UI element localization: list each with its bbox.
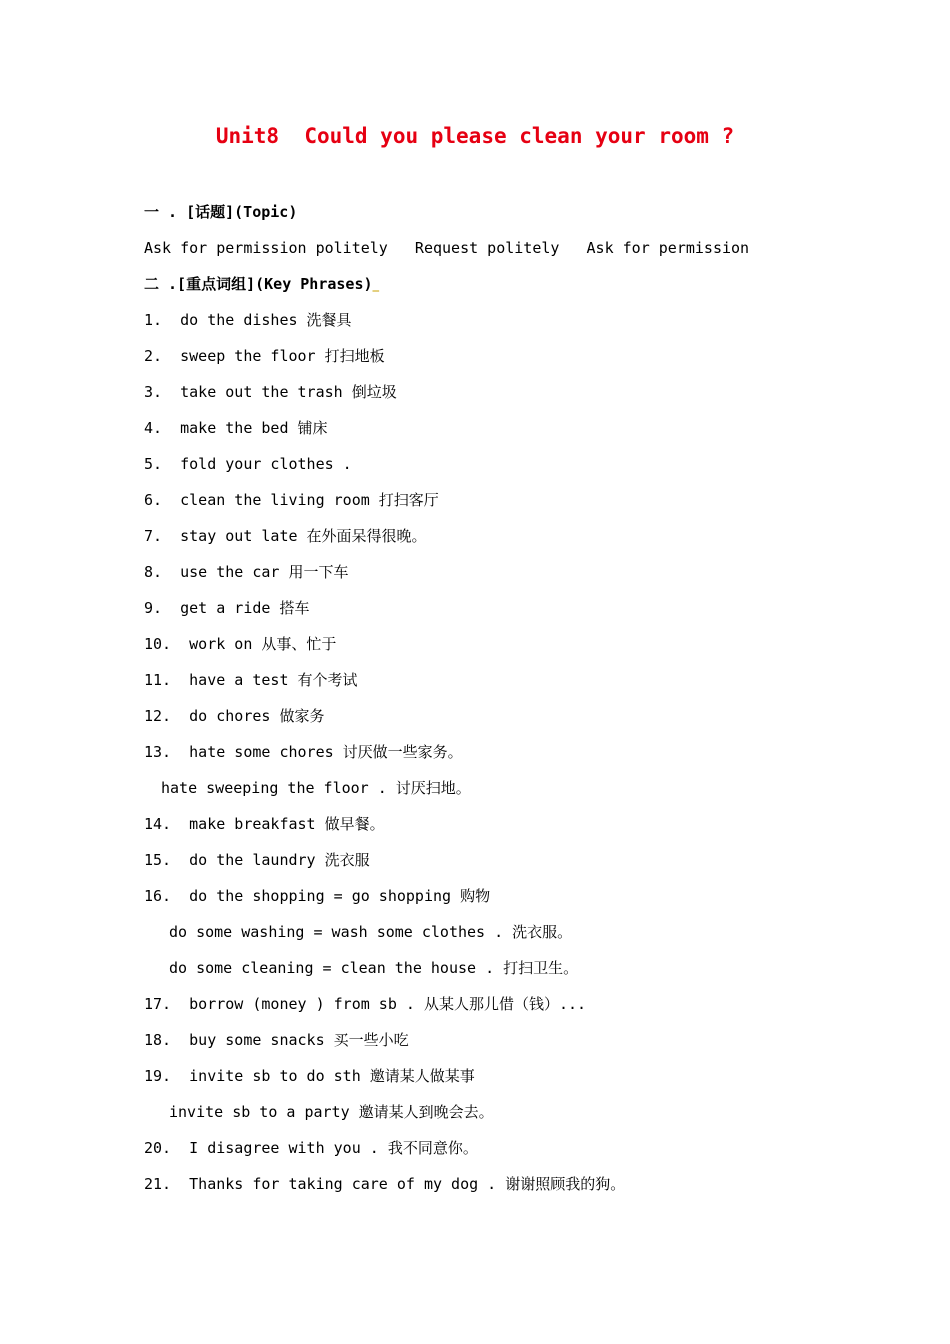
page-title: Unit8 Could you please clean your room ?: [215, 124, 735, 148]
phrase-subitem: do some washing = wash some clothes . 洗衣服。: [169, 923, 573, 941]
phrase-item: 19. invite sb to do sth 邀请某人做某事: [144, 1067, 475, 1085]
phrase-subitem: invite sb to a party 邀请某人到晚会去。: [169, 1103, 494, 1121]
phrase-item: 15. do the laundry 洗衣服: [144, 851, 370, 869]
phrase-item: 12. do chores 做家务: [144, 707, 325, 725]
phrase-subitem: hate sweeping the floor . 讨厌扫地。: [161, 779, 471, 797]
phrase-item: 21. Thanks for taking care of my dog . 谢谢照顾我的狗。: [144, 1175, 626, 1193]
phrases-heading-mark: _: [372, 279, 380, 292]
topic-heading: 一 . [话题](Topic): [144, 203, 298, 221]
phrase-item: 6. clean the living room 打扫客厅: [144, 491, 439, 509]
phrases-heading: [144, 272, 864, 308]
phrases-heading-text: 二 .[重点词组](Key Phrases): [144, 275, 373, 293]
phrase-item: 1. do the dishes 洗餐具: [144, 311, 352, 329]
phrase-item: 2. sweep the floor 打扫地板: [144, 347, 385, 365]
document-body: [144, 200, 864, 1208]
phrase-item: 8. use the car 用一下车: [144, 563, 349, 581]
phrase-subitem: do some cleaning = clean the house . 打扫卫生。: [169, 959, 579, 977]
phrase-item: 10. work on 从事、忙于: [144, 635, 337, 653]
phrase-item: 9. get a ride 搭车: [144, 599, 310, 617]
phrase-item: 18. buy some snacks 买一些小吃: [144, 1031, 409, 1049]
phrase-item: 4. make the bed 铺床: [144, 419, 328, 437]
phrase-item: 11. have a test 有个考试: [144, 671, 358, 689]
phrase-item: 16. do the shopping = go shopping 购物: [144, 887, 491, 905]
phrase-item: 7. stay out late 在外面呆得很晚。: [144, 527, 427, 545]
phrase-item: 5. fold your clothes .: [144, 455, 352, 473]
phrase-item: 17. borrow (money ) from sb . 从某人那儿借（钱）...: [144, 995, 587, 1013]
topic-line: Ask for permission politely Request politely Ask for permission: [144, 239, 750, 257]
phrase-item: 13. hate some chores 讨厌做一些家务。: [144, 743, 463, 761]
phrase-item: 3. take out the trash 倒垃圾: [144, 383, 397, 401]
phrase-item: 20. I disagree with you . 我不同意你。: [144, 1139, 478, 1157]
phrase-item: 14. make breakfast 做早餐。: [144, 815, 385, 833]
